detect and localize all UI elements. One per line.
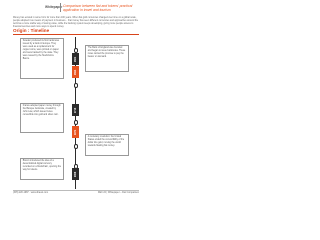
timeline-text: Sweden produced its first banknotes issued by a bank in Europe. They were used as a replacement for copper coins, were printed on paper and were backed by the state. They were issued by the Stockholms Banco.	[22, 40, 60, 61]
timeline-card-1716	[20, 103, 64, 133]
year-label: 1716	[73, 107, 77, 113]
timeline-dot	[74, 120, 79, 125]
header-divider	[60, 3, 61, 12]
brand-label: Whitepaper	[45, 5, 63, 9]
year-label: 1694	[73, 69, 77, 75]
year-marker-1716	[72, 104, 79, 116]
header	[0, 0, 149, 16]
timeline-dot	[74, 83, 79, 88]
year-label: 2008	[73, 171, 77, 177]
timeline-card-2008	[20, 158, 64, 180]
timeline-text: The Bank of England was founded and began to issue banknotes. These notes carried the promise to pay the bearer on demand.	[87, 47, 126, 59]
timeline-card-1694	[85, 45, 129, 72]
timeline-text: France adopted paper money through the Banque Générale, created by John Law, which issued notes convertible into gold and silver coin.	[22, 105, 61, 117]
timeline-text: A monetary revolution: the United States ended the convertibility of the dollar into gold, moving the world towards floating fiat money.	[87, 136, 125, 148]
year-label: 1661	[73, 56, 77, 62]
year-marker-2008	[72, 168, 79, 180]
year-label: 1971	[73, 129, 77, 135]
timeline-text: Bitcoin introduced the idea of a decentralized digital currency recorded on a blockchain, opening the way for tokens.	[22, 160, 61, 172]
timeline-card-1971	[85, 134, 129, 156]
timeline-dot	[74, 144, 79, 149]
intro-paragraph: Money has existed in some form for more than 100 years. When fiat gold currencies changed over time on a global scale, people adopted it as means of payment in business... Fiat money has seen different currencies and approaches around the world as a more stable way of saving value, while the banking system keeps developing, giving more people access to financial services and more ways to spend money.	[13, 17, 139, 29]
timeline-dot	[74, 48, 79, 53]
footer-page-info: DEC 22 | Whitepaper – Fiat Comparison	[97, 191, 139, 194]
section-title: Origin : Timeline	[13, 28, 50, 33]
section-divider	[13, 34, 139, 35]
year-marker-1971	[72, 126, 79, 138]
footer-divider	[13, 190, 139, 191]
year-marker-1694	[72, 66, 79, 78]
year-marker-1661	[72, 53, 79, 65]
document-title: Comparison between fiat and tokens' practical application in travel and tourism	[63, 3, 133, 12]
timeline-card-1661	[20, 38, 64, 79]
footer-contact: (305) 220-1987 · www.dtravel.com	[13, 191, 49, 194]
timeline-dot	[74, 164, 79, 169]
